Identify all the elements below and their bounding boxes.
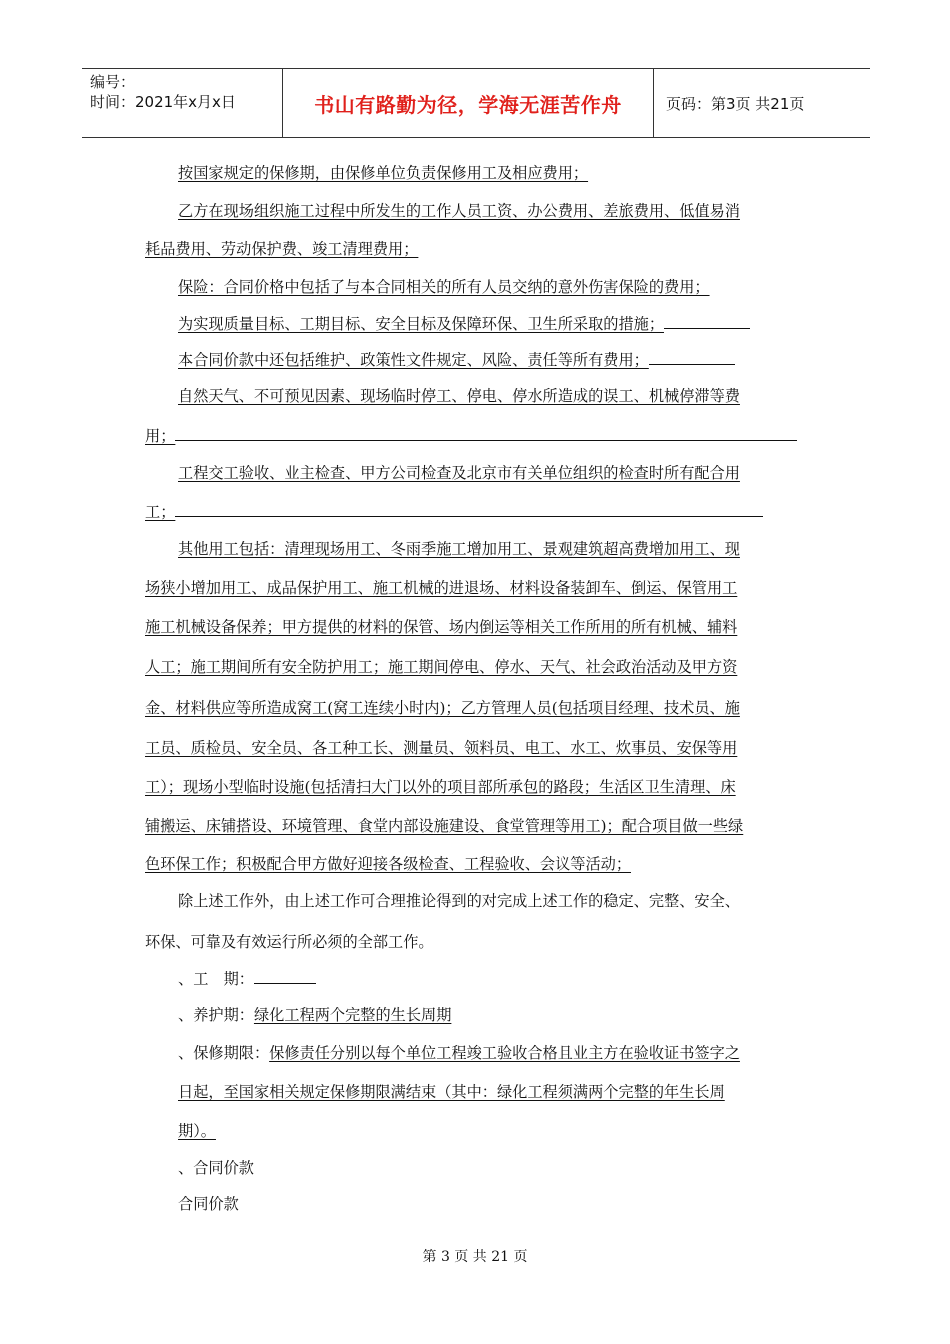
- body-line: 其他用工包括：清理现场用工、冬雨季施工增加用工、景观建筑超高费增加用工、现: [178, 540, 740, 558]
- body-line: 施工机械设备保养；甲方提供的材料的保管、场内倒运等相关工作所用的所有机械、辅料: [145, 618, 738, 636]
- body-line: 人工；施工期间所有安全防护用工；施工期间停电、停水、天气、社会政治活动及甲方资: [145, 658, 738, 676]
- warranty-label: 、保修期限：: [178, 1044, 270, 1062]
- page-footer: 第 3 页 共 21 页: [422, 1249, 528, 1265]
- body-line: 工程交工验收、业主检查、甲方公司检查及北京市有关单位组织的检查时所有配合用: [178, 464, 740, 482]
- header-meta: [82, 69, 283, 137]
- maintenance-value: 绿化工程两个完整的生长周期: [253, 1006, 452, 1024]
- warranty-line: 期）。: [178, 1122, 216, 1140]
- contract-price-heading: 、合同价款: [178, 1159, 254, 1177]
- header-motto-cell: [283, 69, 654, 137]
- duration-blank: [254, 968, 316, 984]
- body-line: 金、材料供应等所造成窝工(窝工连续小时内)；乙方管理人员(包括项目经理、技术员、施: [145, 699, 740, 717]
- contract-price-text: 合同价款: [178, 1195, 239, 1213]
- body-line: 工员、质检员、安全员、各工种工长、测量员、领料员、电工、水工、炊事员、安保等用: [145, 739, 738, 757]
- number-label: 编号：: [90, 73, 136, 91]
- body-line: 耗品费用、劳动保护费、竣工清理费用；: [145, 240, 419, 258]
- header-page-info: [654, 69, 882, 137]
- body-line: 按国家规定的保修期，由保修单位负责保修用工及相应费用；: [178, 164, 589, 182]
- maintenance-label: 、养护期：: [178, 1006, 254, 1024]
- body-line: 自然天气、不可预见因素、现场临时停工、停电、停水所造成的误工、机械停滞等费: [178, 387, 740, 405]
- body-line: 工）；现场小型临时设施(包括清扫大门以外的项目部所承包的路段；生活区卫生清理、床: [145, 778, 736, 796]
- page-info: 页码：第3页 共21页: [666, 94, 805, 113]
- body-line: 乙方在现场组织施工过程中所发生的工作人员工资、办公费用、差旅费用、低值易消: [178, 202, 740, 220]
- duration-label: 、工 期：: [178, 970, 254, 988]
- body-line: 除上述工作外，由上述工作可合理推论得到的对完成上述工作的稳定、完整、安全、: [178, 892, 740, 910]
- body-line: 铺搬运、床铺搭设、环境管理、食堂内部设施建设、食堂管理等用工)；配合项目做一些绿: [145, 817, 744, 835]
- page-header: [82, 68, 870, 138]
- warranty-line: 保修责任分别以每个单位工程竣工验收合格且业主方在验收证书签字之: [269, 1044, 740, 1062]
- time-label: 时间：2021年x月x日: [90, 93, 236, 111]
- duration-item: [178, 968, 316, 989]
- maintenance-item: [178, 1004, 451, 1025]
- body-line: 为实现质量目标、工期目标、安全目标及保障环保、卫生所采取的措施；: [178, 313, 750, 334]
- body-line: 工；: [145, 501, 763, 522]
- warranty-item: [178, 1042, 740, 1063]
- body-line: 保险：合同价格中包括了与本合同相关的所有人员交纳的意外伤害保险的费用；: [178, 278, 710, 296]
- body-line: 本合同价款中还包括维护、政策性文件规定、风险、责任等所有费用；: [178, 349, 735, 370]
- body-line: 环保、可靠及有效运行所必须的全部工作。: [145, 933, 434, 951]
- body-line: 场狭小增加用工、成品保护用工、施工机械的进退场、材料设备装卸车、倒运、保管用工: [145, 579, 738, 597]
- body-line: 用；: [145, 425, 797, 446]
- body-line: 色环保工作；积极配合甲方做好迎接各级检查、工程验收、会议等活动；: [145, 855, 631, 873]
- motto: 书山有路勤为径，学海无涯苦作舟: [314, 92, 622, 117]
- warranty-line: 日起，至国家相关规定保修期限满结束（其中：绿化工程须满两个完整的年生长周: [178, 1083, 725, 1101]
